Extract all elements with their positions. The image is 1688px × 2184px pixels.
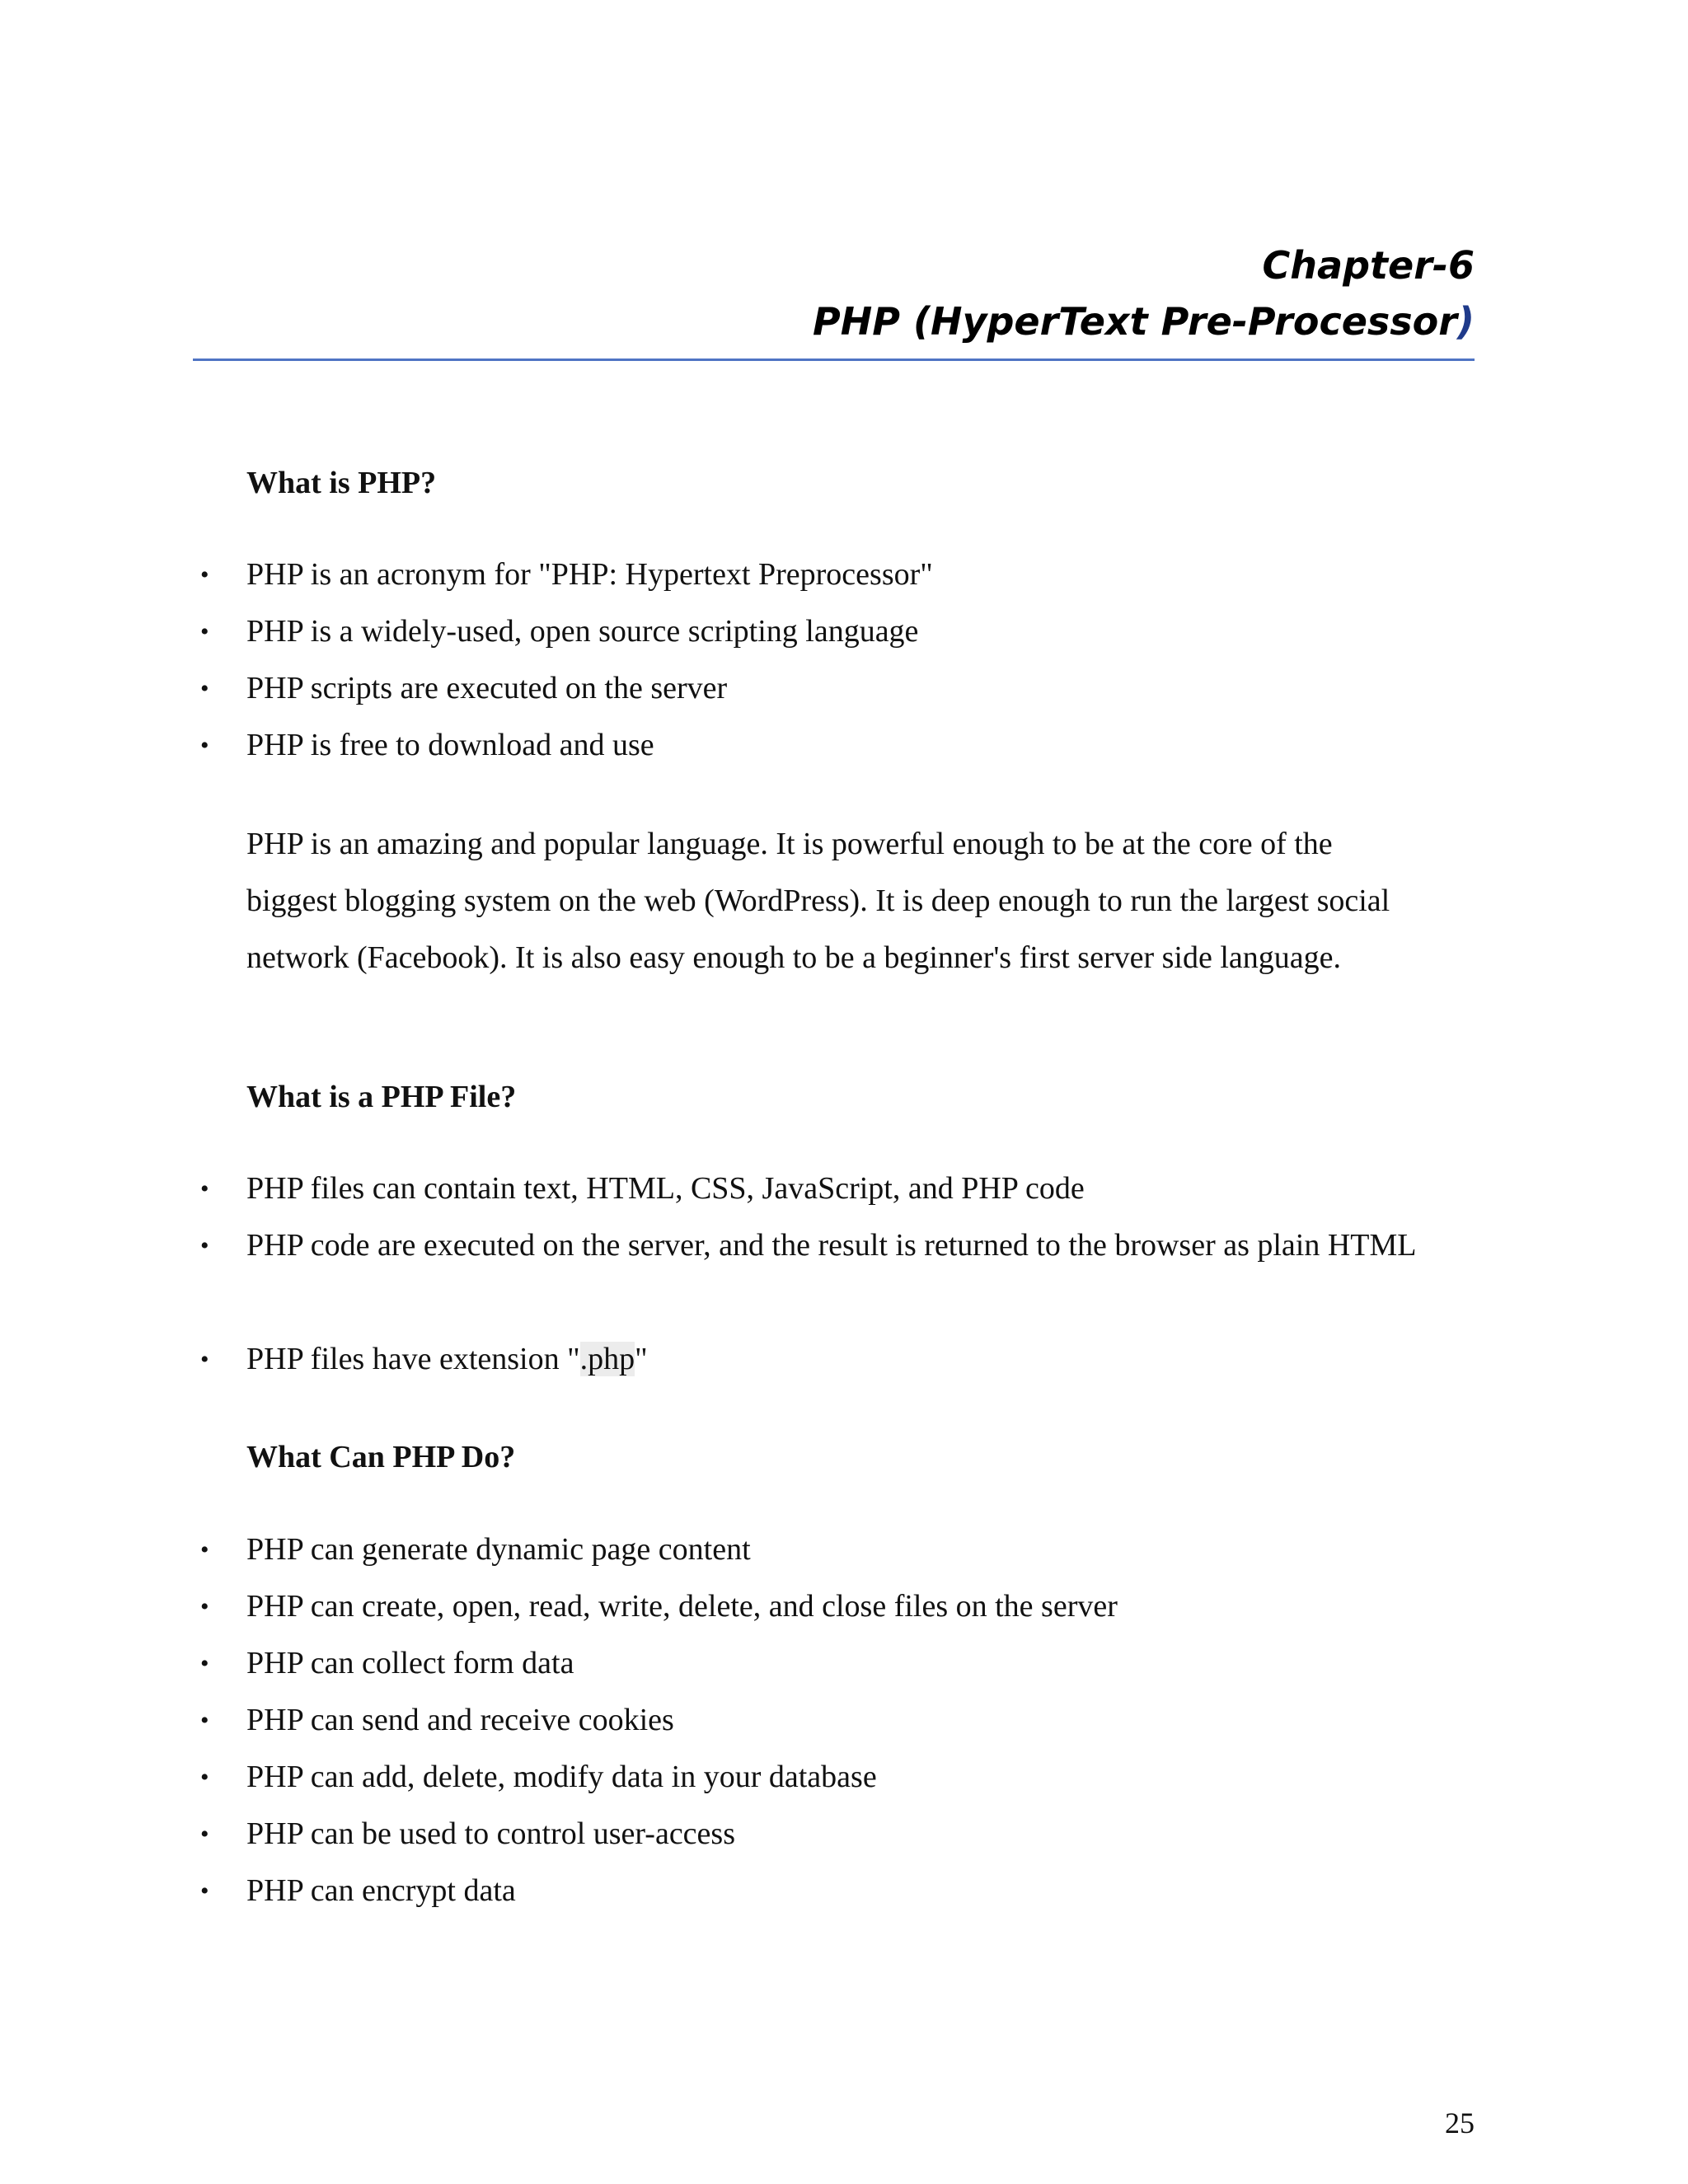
bullet-icon: • — [200, 1536, 209, 1563]
intro-paragraph: PHP is an amazing and popular language. It is powerful enough to be at the core of the biggest blogging system on the web (WordPress). It is deep enough to run the largest social network (Facebook). It is also easy enough to be a beginner's first server side language. — [246, 827, 1390, 975]
list-item-text: PHP can send and receive cookies — [246, 1703, 674, 1737]
bullet-icon: • — [200, 675, 209, 702]
list-item-text: PHP is free to download and use — [246, 728, 654, 762]
list-item-text: PHP files can contain text, HTML, CSS, JavaScript, and PHP code — [246, 1171, 1085, 1206]
list-item-text-after: " — [635, 1342, 648, 1376]
list-item — [200, 1863, 1417, 1919]
bullet-icon: • — [200, 1764, 209, 1791]
list-item-text: PHP can create, open, read, write, delete, and close files on the server — [246, 1589, 1118, 1624]
chapter-title — [193, 293, 1475, 349]
bullet-icon: • — [200, 1821, 209, 1848]
bullet-icon: • — [200, 1346, 209, 1373]
bullet-icon: • — [200, 1877, 209, 1905]
chapter-title-text: PHP (HyperText Pre-Processor — [813, 299, 1457, 344]
list-item — [200, 1749, 1417, 1806]
bullet-icon: • — [200, 561, 209, 588]
page-number: 25 — [1445, 2107, 1475, 2139]
section-heading-what-can-php-do: What Can PHP Do? — [246, 1440, 516, 1474]
file-extension-highlight: .php — [579, 1342, 635, 1376]
list-item — [200, 1692, 1417, 1749]
list-item-text: PHP can add, delete, modify data in your database — [246, 1760, 877, 1794]
bullet-icon: • — [200, 1232, 209, 1259]
list-item-text: PHP can collect form data — [246, 1646, 574, 1680]
header-divider — [193, 359, 1475, 361]
chapter-number: Chapter-6 — [1262, 243, 1475, 288]
bullet-icon: • — [200, 732, 209, 759]
list-item-text: PHP can encrypt data — [246, 1873, 516, 1908]
chapter-title-close-paren: ) — [1456, 299, 1475, 344]
list-item — [200, 546, 1417, 603]
list-item-text: PHP code are executed on the server, and the result is returned to the browser as plain HTML — [246, 1228, 1417, 1263]
section-heading-what-is-php: What is PHP? — [246, 466, 437, 500]
list-item-text: PHP can generate dynamic page content — [246, 1532, 751, 1567]
bullet-icon: • — [200, 618, 209, 645]
list-item — [200, 1635, 1417, 1692]
list-item — [200, 660, 1417, 717]
section-heading-what-is-a-php-file: What is a PHP File? — [246, 1080, 517, 1114]
bullet-icon: • — [200, 1593, 209, 1620]
list-item-text: PHP scripts are executed on the server — [246, 671, 728, 705]
list-item — [200, 717, 1417, 774]
list-item-text: PHP is a widely-used, open source scripting language — [246, 614, 919, 649]
list-item — [200, 1521, 1417, 1578]
list-item — [200, 603, 1417, 660]
bullet-icon: • — [200, 1650, 209, 1677]
bullet-icon: • — [200, 1175, 209, 1202]
list-item — [200, 1578, 1417, 1635]
list-item-text: PHP is an acronym for "PHP: Hypertext Preprocessor" — [246, 557, 933, 592]
list-item-text-before: PHP files have extension " — [246, 1342, 580, 1376]
list-item — [200, 1160, 1417, 1217]
list-item — [200, 1217, 1417, 1274]
list-item — [200, 1331, 1417, 1388]
chapter-header — [193, 237, 1475, 349]
bullet-icon: • — [200, 1707, 209, 1734]
list-item-text: PHP can be used to control user-access — [246, 1816, 735, 1851]
list-item — [200, 1806, 1417, 1863]
